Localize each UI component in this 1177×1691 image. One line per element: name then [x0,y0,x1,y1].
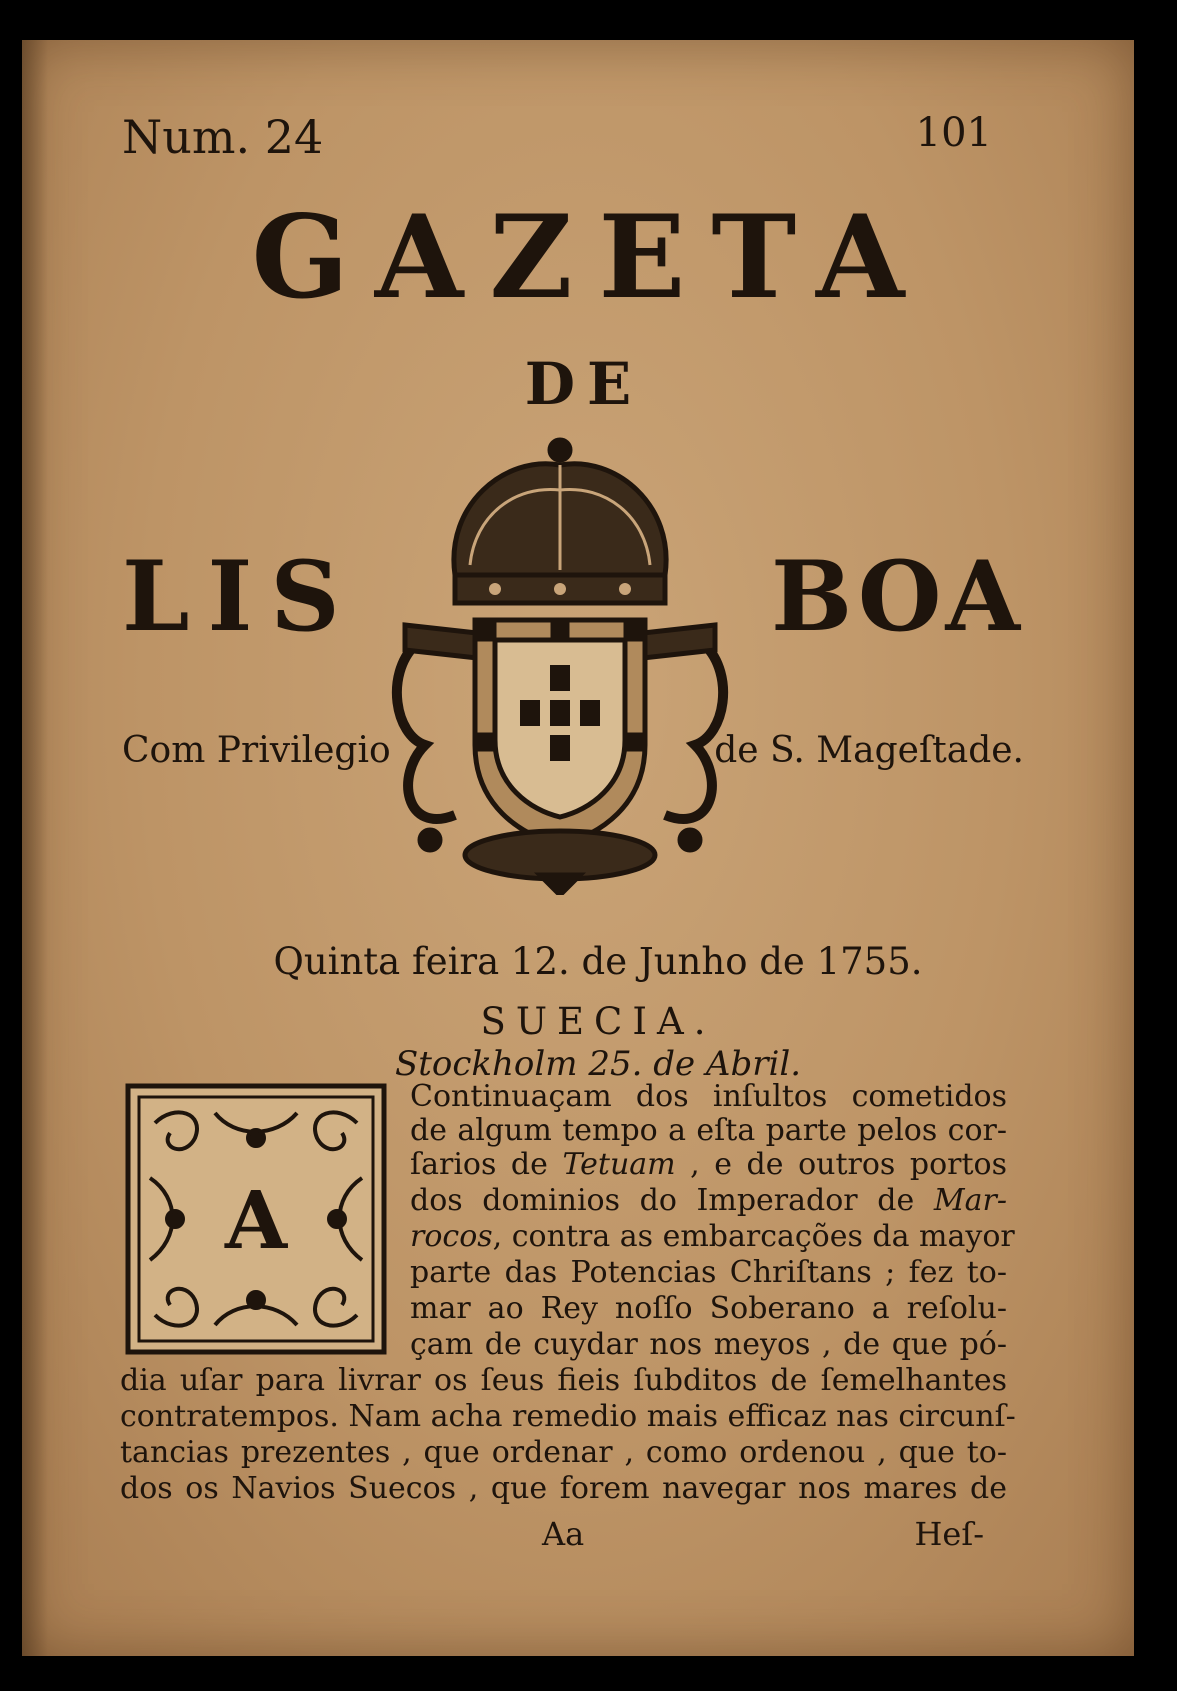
place-name: Mar- [933,1183,1007,1218]
page-number: 101 [915,110,992,156]
body-line: mar ao Rey noſſo Soberano a reſolu- [410,1291,1007,1326]
body-line: de algum tempo a eſta parte pelos cor- [410,1113,1007,1148]
decorated-initial [125,1083,387,1355]
place-name: Tetuam [562,1147,676,1182]
initial-letter: A [224,1173,288,1267]
body-line: contratempos. Nam acha remedio mais efficaz nas circunſ- [120,1399,1016,1434]
section-dateline: Stockholm 25. de Abril. [394,1044,802,1084]
privilege-right: de S. Mageſtade. [714,730,1024,771]
place-name: rocos [410,1219,493,1254]
body-line: dos dominios do Imperador de Mar- [410,1183,1007,1218]
issue-date: Quinta feira 12. de Junho de 1755. [273,940,923,983]
privilege-left: Com Privilegio [122,730,391,771]
body-line: Continuaçam dos inſultos cometidos [410,1079,1007,1114]
section-country: SUECIA. [480,1000,716,1043]
masthead-title-gazeta: GAZETA [251,190,931,324]
body-line: çam de cuydar nos meyos , de que pó- [410,1327,1007,1362]
issue-number: Num. 24 [122,110,324,164]
body-line: dos os Navios Suecos , que forem navegar nos mares de [120,1471,1007,1506]
catchword: Heſ- [914,1515,984,1553]
masthead-title-de: DE [524,350,644,418]
signature-mark: Aa [542,1515,585,1553]
masthead-title-lis: LIS [122,540,358,653]
newspaper-page [22,40,1134,1656]
body-line: tancias prezentes , que ordenar , como ordenou , que to- [120,1435,1007,1470]
body-line: dia uſar para livrar os ſeus fieis ſubditos de ſemelhantes [120,1363,1007,1398]
body-line: parte das Potencias Chriſtans ; fez to- [410,1255,1007,1290]
body-line: ſarios de Tetuam , e de outros portos [410,1147,1007,1182]
masthead-title-boa: BOA [770,540,1024,653]
body-line: rocos, contra as embarcações da mayor [410,1219,1015,1254]
royal-coat-of-arms-icon [385,435,735,895]
